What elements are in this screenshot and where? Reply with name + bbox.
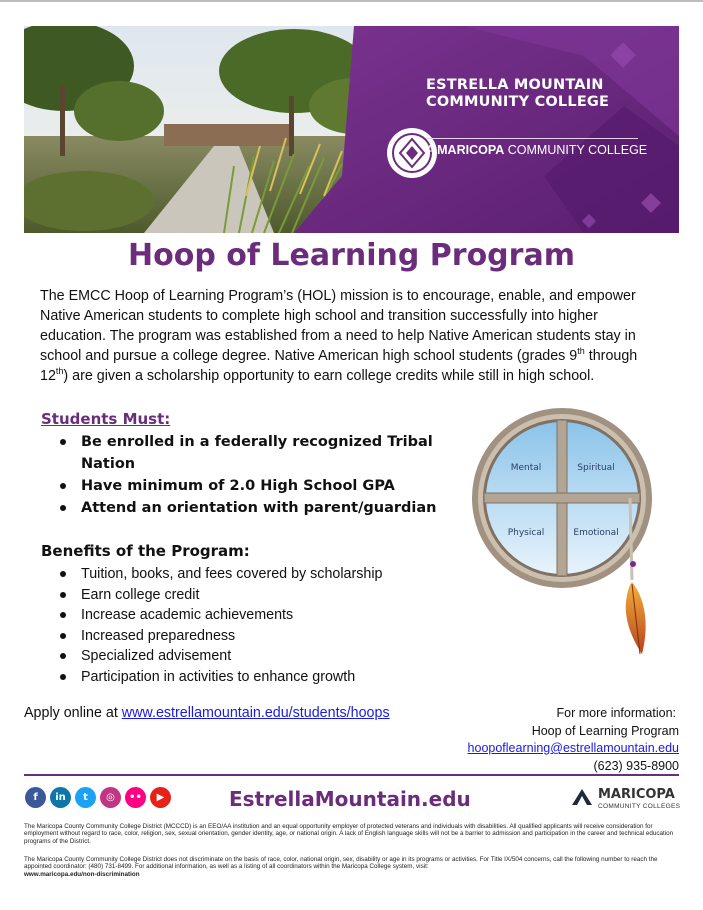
disclaimer-nondiscrimination: [24, 856, 679, 878]
mission-text-1: The EMCC Hoop of Learning Program’s (HOL) mission is to encourage, enable, and empower Native American students to complete high school and transition successfully into higher education. The program was established from a need to help Native American students stay in school and pursue a college degree. Native American high school students (grades 9: [40, 288, 636, 364]
list-item: Participation in activities to enhance growth: [40, 667, 460, 688]
footer-divider: [24, 774, 679, 776]
contact-phone: (623) 935-8900: [593, 758, 679, 773]
list-item: Earn college credit: [40, 585, 460, 606]
page-title: Hoop of Learning Program: [128, 238, 575, 273]
facebook-icon[interactable]: f: [25, 787, 46, 808]
instagram-icon[interactable]: ◎: [100, 787, 121, 808]
list-item: Attend an orientation with parent/guardian: [40, 497, 450, 519]
benefits-heading: Benefits of the Program:: [41, 542, 250, 560]
apply-link[interactable]: www.estrellamountain.edu/students/hoops: [121, 705, 390, 721]
wordmark-rule: [426, 138, 638, 139]
contact-label: For more information:: [556, 706, 676, 720]
quadrant-spiritual: Spiritual: [577, 463, 615, 473]
youtube-icon[interactable]: ▶: [150, 787, 171, 808]
maricopa-name: MARICOPA: [598, 787, 675, 802]
quadrant-physical: Physical: [507, 528, 545, 538]
maricopa-mark-icon: [570, 785, 594, 809]
tagline-bold: MARICOPA: [437, 143, 505, 157]
quadrant-emotional: Emotional: [573, 528, 619, 538]
flickr-icon[interactable]: ••: [125, 787, 146, 808]
top-rule: [0, 0, 703, 2]
mission-paragraph: [40, 286, 662, 386]
tagline-rest: COMMUNITY COLLEGE: [507, 143, 648, 157]
requirements-heading: Students Must:: [41, 410, 171, 428]
website-wordmark[interactable]: EstrellaMountain.edu: [229, 787, 471, 811]
list-item: Have minimum of 2.0 High School GPA: [40, 475, 450, 497]
requirements-list: [40, 431, 450, 519]
contact-program: Hoop of Learning Program: [531, 723, 679, 738]
list-item: Be enrolled in a federally recognized Tribal Nation: [40, 431, 450, 475]
contact-block: [468, 705, 679, 775]
mission-text-2: through 12: [40, 348, 638, 384]
list-item: Specialized advisement: [40, 646, 460, 667]
twitter-icon[interactable]: t: [75, 787, 96, 808]
maricopa-sub: COMMUNITY COLLEGES: [598, 803, 681, 810]
disclaimer-text: The Maricopa County Community College District does not discriminate on the basis of race, color, national origin, sex, disability or age in its programs or activities. For Title IX/504 concerns, call the following number to reach the appointed coordinator: (480) 731-8499. For additional information, as well as a listing of all coordinators within the Maricopa College system, visit:: [24, 856, 658, 871]
mission-sup-2: th: [55, 366, 64, 377]
hoop-wheel-illustration: [466, 402, 666, 662]
disclaimer-link[interactable]: www.maricopa.edu/non-discrimination: [24, 870, 140, 878]
list-item: Tuition, books, and fees covered by scholarship: [40, 564, 460, 585]
campus-photo: [24, 26, 679, 233]
linkedin-icon[interactable]: in: [50, 787, 71, 808]
college-name-line1: ESTRELLA MOUNTAIN: [426, 77, 604, 93]
benefits-list: [40, 564, 460, 688]
mission-sup-1: th: [577, 346, 585, 357]
apply-prefix: Apply online at: [24, 705, 118, 721]
list-item: Increased preparedness: [40, 626, 460, 647]
contact-email-link[interactable]: hoopoflearning@estrellamountain.edu: [467, 741, 679, 755]
college-tagline: [426, 143, 647, 157]
tagline-prefix: A: [426, 143, 434, 157]
quadrant-mental: Mental: [510, 463, 542, 473]
list-item: Increase academic achievements: [40, 605, 460, 626]
college-name-line2: COMMUNITY COLLEGE: [426, 94, 610, 110]
hero-banner: [24, 26, 679, 233]
apply-online: [24, 705, 390, 721]
social-icons: [25, 787, 171, 808]
disclaimer-eeo: The Maricopa County Community College District (MCCCD) is an EEO/AA institution and an equal opportunity employer of protected veterans and individuals with disabilities. All qualified applicants will receive consideration for employment without regard to race, color, religion, sex, sexual orientation, gender identity, age, or national origin. A lack of English language skills will not be a barrier to admission and participation in the career and technical education programs of the District.: [24, 823, 674, 845]
mission-text-3: ) are given a scholarship opportunity to earn college credits while still in high school.: [63, 368, 595, 384]
maricopa-logo: [570, 785, 681, 814]
college-wordmark: [426, 77, 609, 111]
